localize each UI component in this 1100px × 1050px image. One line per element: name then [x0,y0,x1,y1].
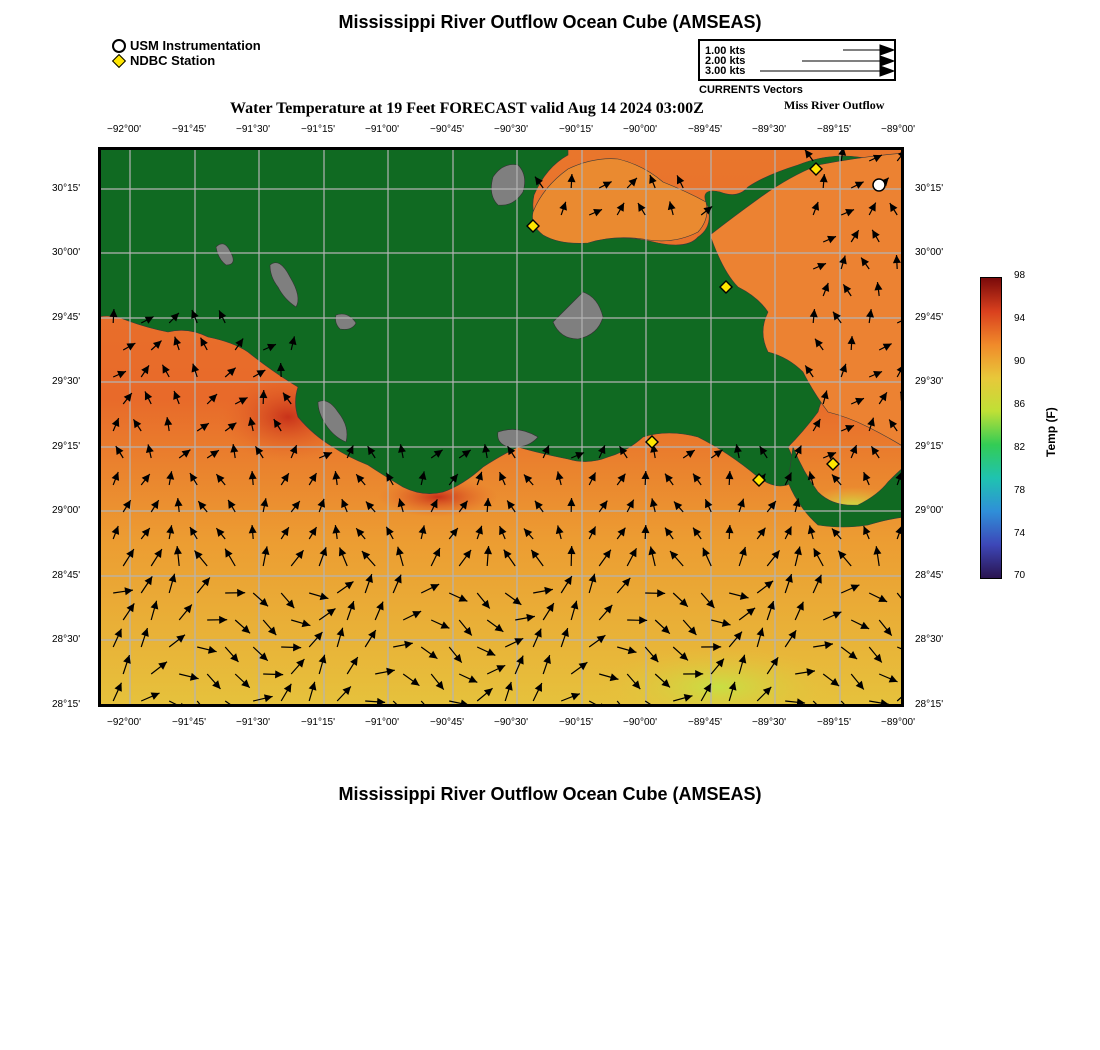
colorbar-tick: 94 [1014,313,1026,324]
lon-tick: −89°00' [881,124,915,135]
diamond-icon [112,53,126,67]
lon-tick: −90°00' [623,717,657,728]
lat-tick: 28°30' [915,634,944,645]
lat-tick: 30°00' [52,247,81,258]
colorbar [980,277,1002,579]
lat-tick: 29°45' [52,312,81,323]
symbol-legend [112,38,261,68]
colorbar-ticks [1014,270,1044,590]
lat-ticks-left [52,0,98,1050]
lon-tick: −90°45' [430,717,464,728]
lat-tick: 28°15' [915,699,944,710]
lon-tick: −92°00' [107,124,141,135]
colorbar-tick: 74 [1014,528,1026,539]
vector-key-caption: CURRENTS Vectors [699,84,803,96]
lon-tick: −91°45' [172,124,206,135]
vector-label-1: 1.00 kts [705,45,746,57]
lon-tick: −90°00' [623,124,657,135]
lon-tick: −91°30' [236,717,270,728]
lat-tick: 28°45' [915,570,944,581]
colorbar-tick: 98 [1014,270,1026,281]
lon-tick: −89°45' [688,717,722,728]
colorbar-label: Temp (F) [1044,407,1058,457]
vector-label-2: 2.00 kts [705,55,746,67]
lat-tick: 29°30' [52,376,81,387]
vector-label-3: 3.00 kts [705,65,746,77]
vector-key [698,39,896,81]
colorbar-tick: 70 [1014,570,1026,581]
lat-tick: 30°15' [52,183,81,194]
lat-tick: 28°45' [52,570,81,581]
lon-tick: −89°15' [817,124,851,135]
colorbar-tick: 86 [1014,399,1026,410]
circle-icon [112,39,126,53]
lon-tick: −90°30' [494,717,528,728]
lat-ticks-right [915,0,961,1050]
lat-tick: 29°30' [915,376,944,387]
lat-tick: 30°00' [915,247,944,258]
lon-tick: −91°15' [301,124,335,135]
lon-tick: −92°00' [107,717,141,728]
lat-tick: 30°15' [915,183,944,194]
legend-ndbc [112,53,261,68]
lon-tick: −90°30' [494,124,528,135]
lon-tick: −91°00' [365,717,399,728]
colorbar-tick: 90 [1014,356,1026,367]
lat-tick: 29°15' [915,441,944,452]
lat-tick: 28°30' [52,634,81,645]
footer-title: Mississippi River Outflow Ocean Cube (AMSEAS) [338,784,762,804]
lat-tick: 29°15' [52,441,81,452]
colorbar-tick: 82 [1014,442,1026,453]
page-title: Mississippi River Outflow Ocean Cube (AMSEAS) [338,12,762,32]
lon-tick: −89°00' [881,717,915,728]
lon-tick: −89°45' [688,124,722,135]
region-label: Miss River Outflow [784,98,885,112]
vector-key-arrows [700,41,894,79]
legend-ndbc-label: NDBC Station [130,53,216,68]
lon-tick: −91°15' [301,717,335,728]
lat-tick: 28°15' [52,699,81,710]
colorbar-gradient [981,278,1001,578]
lon-tick: −89°15' [817,717,851,728]
lon-tick: −90°15' [559,124,593,135]
legend-usm-label: USM Instrumentation [130,38,261,53]
lon-tick: −90°15' [559,717,593,728]
lon-tick: −89°30' [752,717,786,728]
lon-tick: −91°00' [365,124,399,135]
lat-tick: 29°00' [915,505,944,516]
legend-usm [112,38,261,53]
lon-tick: −91°45' [172,717,206,728]
usm-instrument-marker [873,179,885,191]
lon-tick: −91°30' [236,124,270,135]
lon-tick: −89°30' [752,124,786,135]
map-subtitle: Water Temperature at 19 Feet FORECAST valid Aug 14 2024 03:00Z [230,100,704,117]
colorbar-tick: 78 [1014,485,1026,496]
lat-tick: 29°45' [915,312,944,323]
map-panel [98,147,904,707]
lon-tick: −90°45' [430,124,464,135]
lat-tick: 29°00' [52,505,81,516]
